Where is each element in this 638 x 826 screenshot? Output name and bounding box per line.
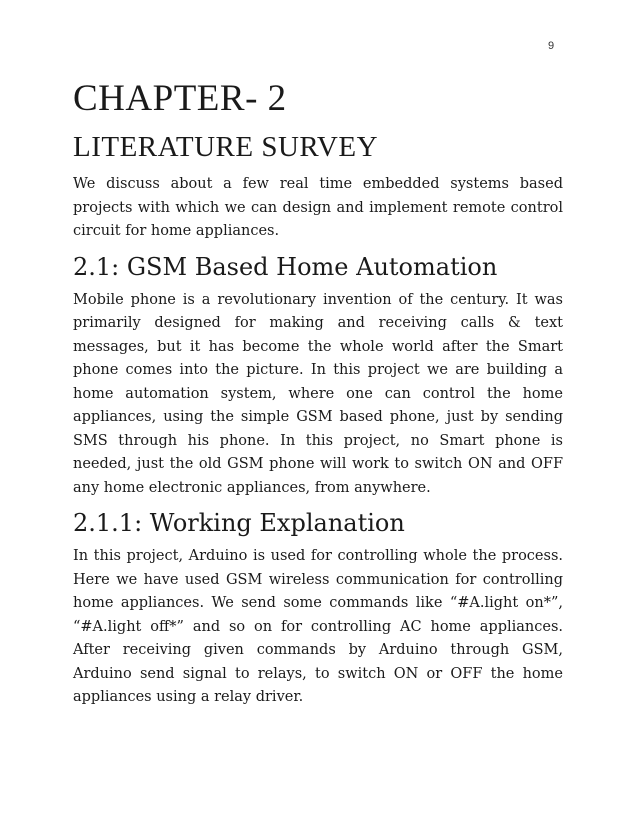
intro-paragraph: We discuss about a few real time embedded systems based projects with which we can design and implement remote control circuit for home appliances. (73, 176, 563, 239)
section-title: LITERATURE SURVEY (73, 131, 379, 163)
page-content (73, 74, 563, 710)
page-number: 9 (548, 40, 555, 52)
paragraph-working-explanation: In this project, Arduino is used for controlling whole the process. Here we have used GSM wireless communication for controlling home appliances. We send some commands like “#A.light on*”, “#A.light off*” and so on for controlling AC home appliances. After receiving given commands by Arduino through GSM, Arduino send signal to relays, to switch ON or OFF the home appliances using a relay driver. (73, 548, 563, 705)
chapter-title: CHAPTER- 2 (73, 78, 287, 119)
paragraph-gsm-based-home-automation: Mobile phone is a revolutionary invention of the century. It was primarily designed for making and receiving calls & text messages, but it has become the whole world after the Smart phone comes into the picture. In this project we are building a home automation system, where one can control the home appliances, using the simple GSM based phone, just by sending SMS through his phone. In this project, no Smart phone is needed, just the old GSM phone will work to switch ON and OFF any home electronic appliances, from anywhere. (73, 291, 563, 496)
heading-gsm-based-home-automation: 2.1: GSM Based Home Automation (73, 252, 498, 281)
heading-working-explanation: 2.1.1: Working Explanation (73, 509, 405, 537)
